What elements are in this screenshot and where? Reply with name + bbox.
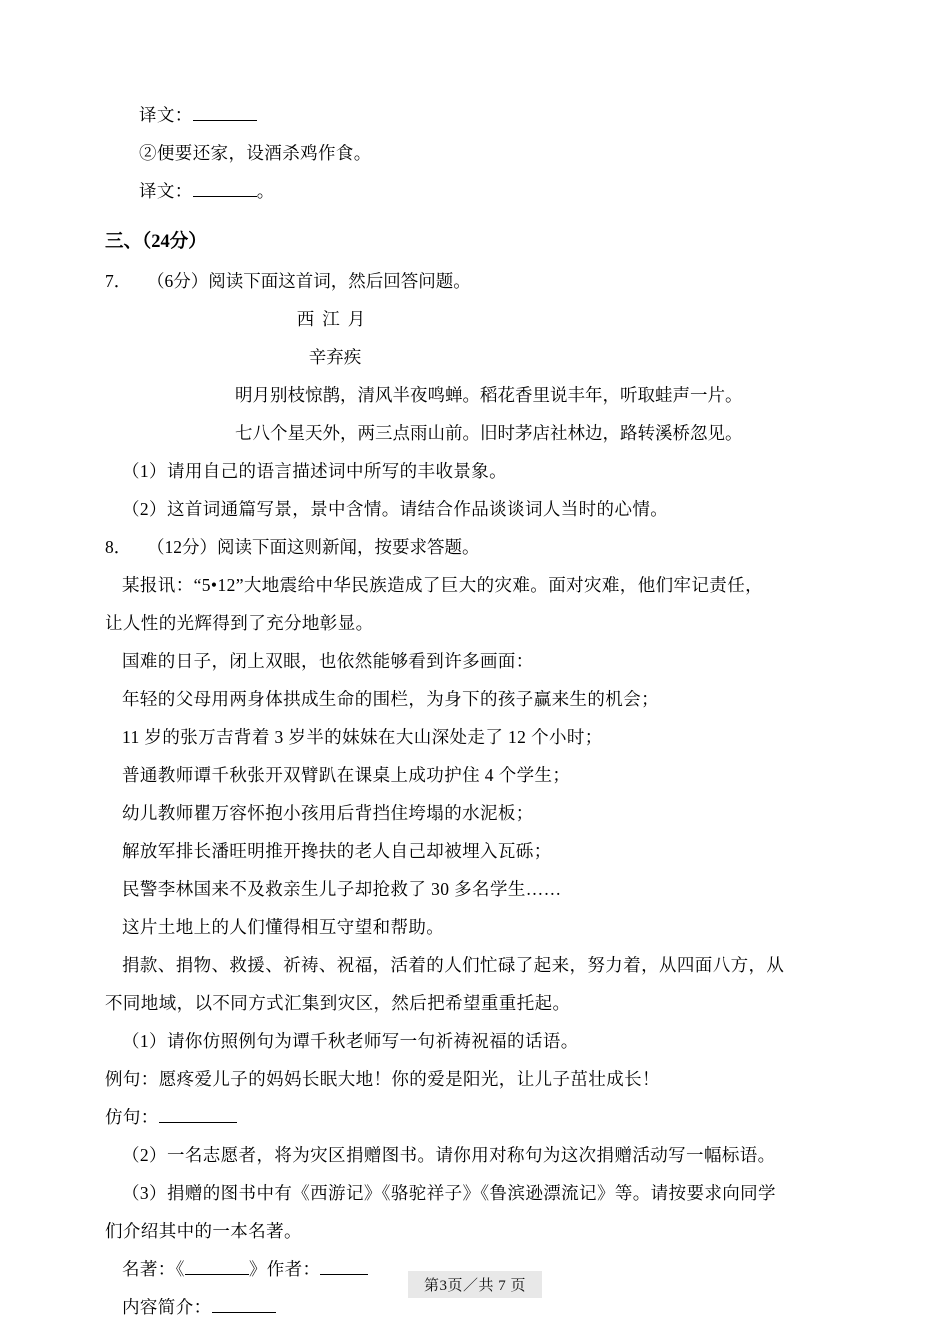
translation-label-1: 译文：: [139, 105, 193, 125]
passage-line-8: 解放军排长潘旺明推开搀扶的老人自己却被埋入瓦砾；: [122, 841, 552, 861]
translation-line-2: [105, 172, 845, 210]
question-7-stem: （6分）阅读下面这首词，然后回答问题。: [147, 271, 471, 291]
question-7: [105, 262, 845, 300]
page-number: 第3页／共 7 页: [408, 1271, 542, 1298]
passage-line-11: 捐款、捐物、救援、祈祷、祝福，活着的人们忙碌了起来，努力着，从四面八方，从: [122, 955, 785, 975]
passage-line-3: 国难的日子，闭上双眼，也依然能够看到许多画面：: [122, 651, 534, 671]
passage-line-5: 11 岁的张万吉背着 3 岁半的妹妹在大山深处走了 12 个小时；: [122, 727, 603, 747]
passage-line-12: 不同地域，以不同方式汇集到灾区，然后把希望重重托起。: [105, 993, 571, 1013]
answer-blank-1[interactable]: [193, 103, 257, 122]
question-7-sub-2: （2）这首词通篇写景，景中含情。请结合作品谈谈词人当时的心情。: [122, 499, 669, 519]
poem-title: 西江月: [296, 309, 374, 329]
question-8-sub-3-line-2: 们介绍其中的一本名著。: [105, 1221, 302, 1241]
passage-line-6: 普通教师谭千秋张开双臂趴在课桌上成功护住 4 个学生；: [122, 765, 571, 785]
translation-line-1: [105, 96, 845, 134]
question-8-sub-3-line-1: （3）捐赠的图书中有《西游记》《骆驼祥子》《鲁滨逊漂流记》等。请按要求向同学: [122, 1183, 776, 1203]
translation-period-2: 。: [256, 181, 275, 201]
passage-line-1: 某报讯：“5•12”大地震给中华民族造成了巨大的灾难。面对灾难，他们牢记责任，: [122, 575, 764, 595]
question-7-number: 7．: [105, 271, 132, 291]
question-8-imitate-row: [105, 1098, 845, 1136]
question-8-sub-1: （1）请你仿照例句为谭千秋老师写一句祈祷祝福的话语。: [122, 1031, 579, 1051]
poem-line-1: 明月别枝惊鹊，清风半夜鸣蝉。稻花香里说丰年，听取蛙声一片。: [235, 385, 743, 405]
masterpiece-label-mid: 》作者：: [248, 1259, 321, 1279]
source-item-2: ②便要还家，设酒杀鸡作食。: [139, 143, 372, 163]
question-8: [105, 528, 845, 566]
translation-label-2: 译文：: [139, 181, 193, 201]
question-8-example: 例句：愿疼爱儿子的妈妈长眠大地！你的爱是阳光，让儿子茁壮成长！: [105, 1069, 660, 1089]
imitate-label: 仿句：: [105, 1107, 159, 1127]
question-7-sub-1: （1）请用自己的语言描述词中所写的丰收景象。: [122, 461, 508, 481]
passage-line-4: 年轻的父母用两身体拱成生命的围栏，为身下的孩子赢来生的机会；: [122, 689, 659, 709]
summary-label: 内容简介：: [122, 1297, 212, 1317]
passage-line-7: 幼儿教师瞿万容怀抱小孩用后背挡住垮塌的水泥板；: [122, 803, 534, 823]
passage-line-9: 民警李林国来不及救亲生儿子却抢救了 30 多名学生……: [122, 879, 562, 899]
masterpiece-label-pre: 名著：《: [122, 1259, 185, 1279]
imitate-blank[interactable]: [159, 1105, 237, 1124]
answer-blank-2[interactable]: [193, 179, 257, 198]
passage-line-2: 让人性的光辉得到了充分地彰显。: [105, 613, 374, 633]
question-8-stem: （12分）阅读下面这则新闻，按要求答题。: [147, 537, 480, 557]
page-footer: [0, 1271, 950, 1298]
poem-line-2: 七八个星天外，两三点雨山前。旧时茅店社林边，路转溪桥忽见。: [235, 423, 743, 443]
question-8-number: 8．: [105, 537, 132, 557]
section-heading: 三、（24分）: [105, 232, 207, 252]
question-8-sub-2: （2）一名志愿者，将为灾区捐赠图书。请你用对称句为这次捐赠活动写一幅标语。: [122, 1145, 776, 1165]
passage-line-10: 这片土地上的人们懂得相互守望和帮助。: [122, 917, 445, 937]
poem-author: 辛弃疾: [308, 347, 362, 367]
